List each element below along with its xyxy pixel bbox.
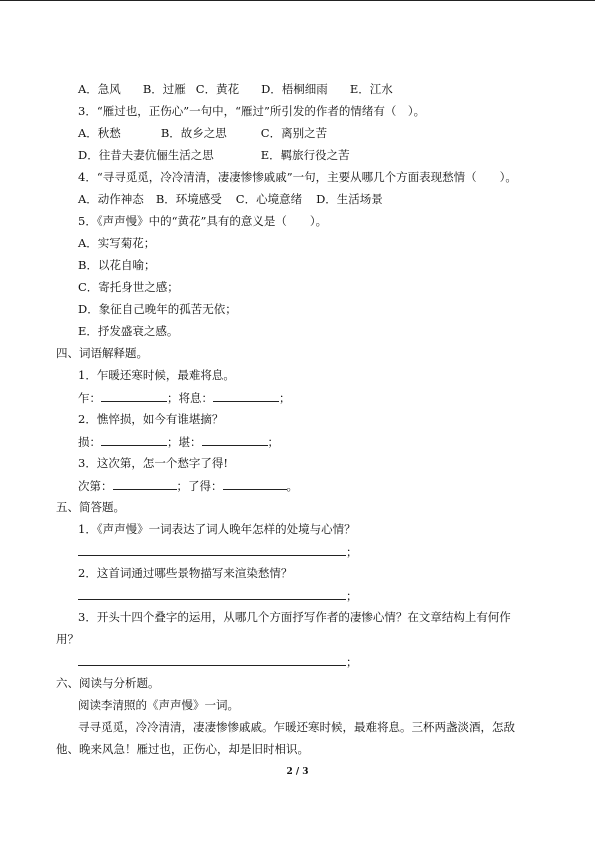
s5-q1-end: ； — [346, 545, 358, 559]
q5-option-c: C．寄托身世之感； — [78, 280, 179, 294]
s5-q3-answer — [78, 654, 358, 669]
q2-option-b: B．过雁 — [142, 82, 186, 96]
q3-option-d: D．往昔夫妻伉俪生活之思 — [78, 148, 214, 162]
s4-item1-end: ； — [279, 391, 291, 405]
s5-q2-answer-line[interactable] — [78, 588, 346, 600]
s5-q1-answer-line[interactable] — [78, 544, 346, 556]
q2-option-a: A．急风 — [78, 82, 121, 96]
s4-item2-term1: 损： — [78, 435, 101, 449]
s5-q1: 1．《声声慢》一词表达了词人晚年怎样的处境与心情？ — [78, 522, 356, 536]
q4-option-a: A．动作神态 — [78, 192, 144, 206]
q5-option-b: B．以花自喻； — [78, 258, 156, 272]
q4-option-b: B．环境感受 — [155, 192, 222, 206]
s4-item3-end: 。 — [286, 479, 298, 493]
s5-q3-line2: 用？ — [56, 632, 79, 646]
s4-item1-term2: ；将息： — [167, 391, 213, 405]
s4-item3-answer — [78, 478, 298, 493]
s5-q3-answer-line[interactable] — [78, 654, 346, 666]
s4-item2-sentence: 2．憔悴损，如今有谁堪摘？ — [78, 412, 224, 426]
q3-option-a: A．秋愁 — [78, 126, 121, 140]
s4-item1-blank2[interactable] — [213, 390, 279, 402]
q4-option-d: D．生活场景 — [316, 192, 383, 206]
q2-option-c: C．黄花 — [195, 82, 240, 96]
s4-item1-blank1[interactable] — [101, 390, 167, 402]
q2-option-d: D．梧桐细雨 — [261, 82, 328, 96]
q5-stem: 5．《声声慢》中的“黄花”具有的意义是（ ）。 — [78, 214, 328, 228]
s4-item3-term1: 次第： — [78, 479, 113, 493]
s4-item1-answer — [78, 390, 291, 405]
q4-option-c: C．心境意绪 — [235, 192, 303, 206]
s5-q2-answer — [78, 588, 358, 603]
q2-option-e: E．江水 — [349, 82, 393, 96]
s4-item2-blank1[interactable] — [101, 434, 167, 446]
s4-item2-term2: ；堪： — [167, 435, 202, 449]
q3-options-row1 — [78, 126, 327, 140]
s6-poem-line1: 寻寻觅觅，冷冷清清，凄凄惨惨戚戚。乍暖还寒时候，最难将息。三杯两盏淡酒，怎敌 — [78, 720, 515, 734]
s5-q2: 2．这首词通过哪些景物描写来渲染愁情？ — [78, 566, 293, 580]
s4-item1-sentence: 1．乍暖还寒时候，最难将息。 — [78, 368, 235, 382]
q5-option-a: A．实写菊花； — [78, 236, 156, 250]
s4-item2-end: ； — [267, 435, 279, 449]
s4-item2-answer — [78, 434, 279, 449]
section4-heading: 四、词语解释题。 — [56, 346, 148, 360]
q3-stem: 3．“雁过也，正伤心”一句中，“雁过”所引发的作者的情绪有（ ）。 — [78, 104, 426, 118]
s5-q3-line1: 3．开头十四个叠字的运用，从哪几个方面抒写作者的凄惨心情？在文章结构上有何作 — [78, 610, 511, 624]
s6-poem-line2: 他、晚来风急！雁过也，正伤心，却是旧时相识。 — [56, 742, 309, 756]
q4-options — [78, 192, 383, 206]
q4-stem: 4．“寻寻觅觅，冷冷清清，凄凄惨惨戚戚”一句，主要从哪几个方面表现愁情（ ）。 — [78, 170, 517, 184]
q2-options — [78, 82, 393, 96]
section6-heading: 六、阅读与分析题。 — [56, 676, 160, 690]
q5-option-e: E．抒发盛衰之感。 — [78, 324, 179, 338]
page-top-border — [0, 0, 595, 1]
s4-item3-blank1[interactable] — [113, 478, 177, 490]
section5-heading: 五、简答题。 — [56, 500, 125, 514]
q3-option-b: B．故乡之思 — [160, 126, 227, 140]
s4-item3-term2: ；了得： — [176, 479, 223, 493]
s4-item3-blank2[interactable] — [223, 478, 287, 490]
s5-q3-end: ； — [346, 655, 358, 669]
s5-q1-answer — [78, 544, 358, 559]
s5-q2-end: ； — [346, 589, 358, 603]
s6-intro: 阅读李清照的《声声慢》一词。 — [78, 698, 239, 712]
q5-option-d: D．象征自己晚年的孤苦无依； — [78, 302, 237, 316]
page-number: 2 / 3 — [286, 767, 309, 777]
q3-option-c: C．离别之苦 — [260, 126, 328, 140]
s4-item3-sentence: 3．这次第，怎一个愁字了得! — [78, 456, 228, 470]
q3-option-e: E．羁旅行役之苦 — [260, 148, 350, 162]
s4-item2-blank2[interactable] — [202, 434, 268, 446]
q3-options-row2 — [78, 148, 350, 162]
s4-item1-term1: 乍： — [78, 391, 101, 405]
